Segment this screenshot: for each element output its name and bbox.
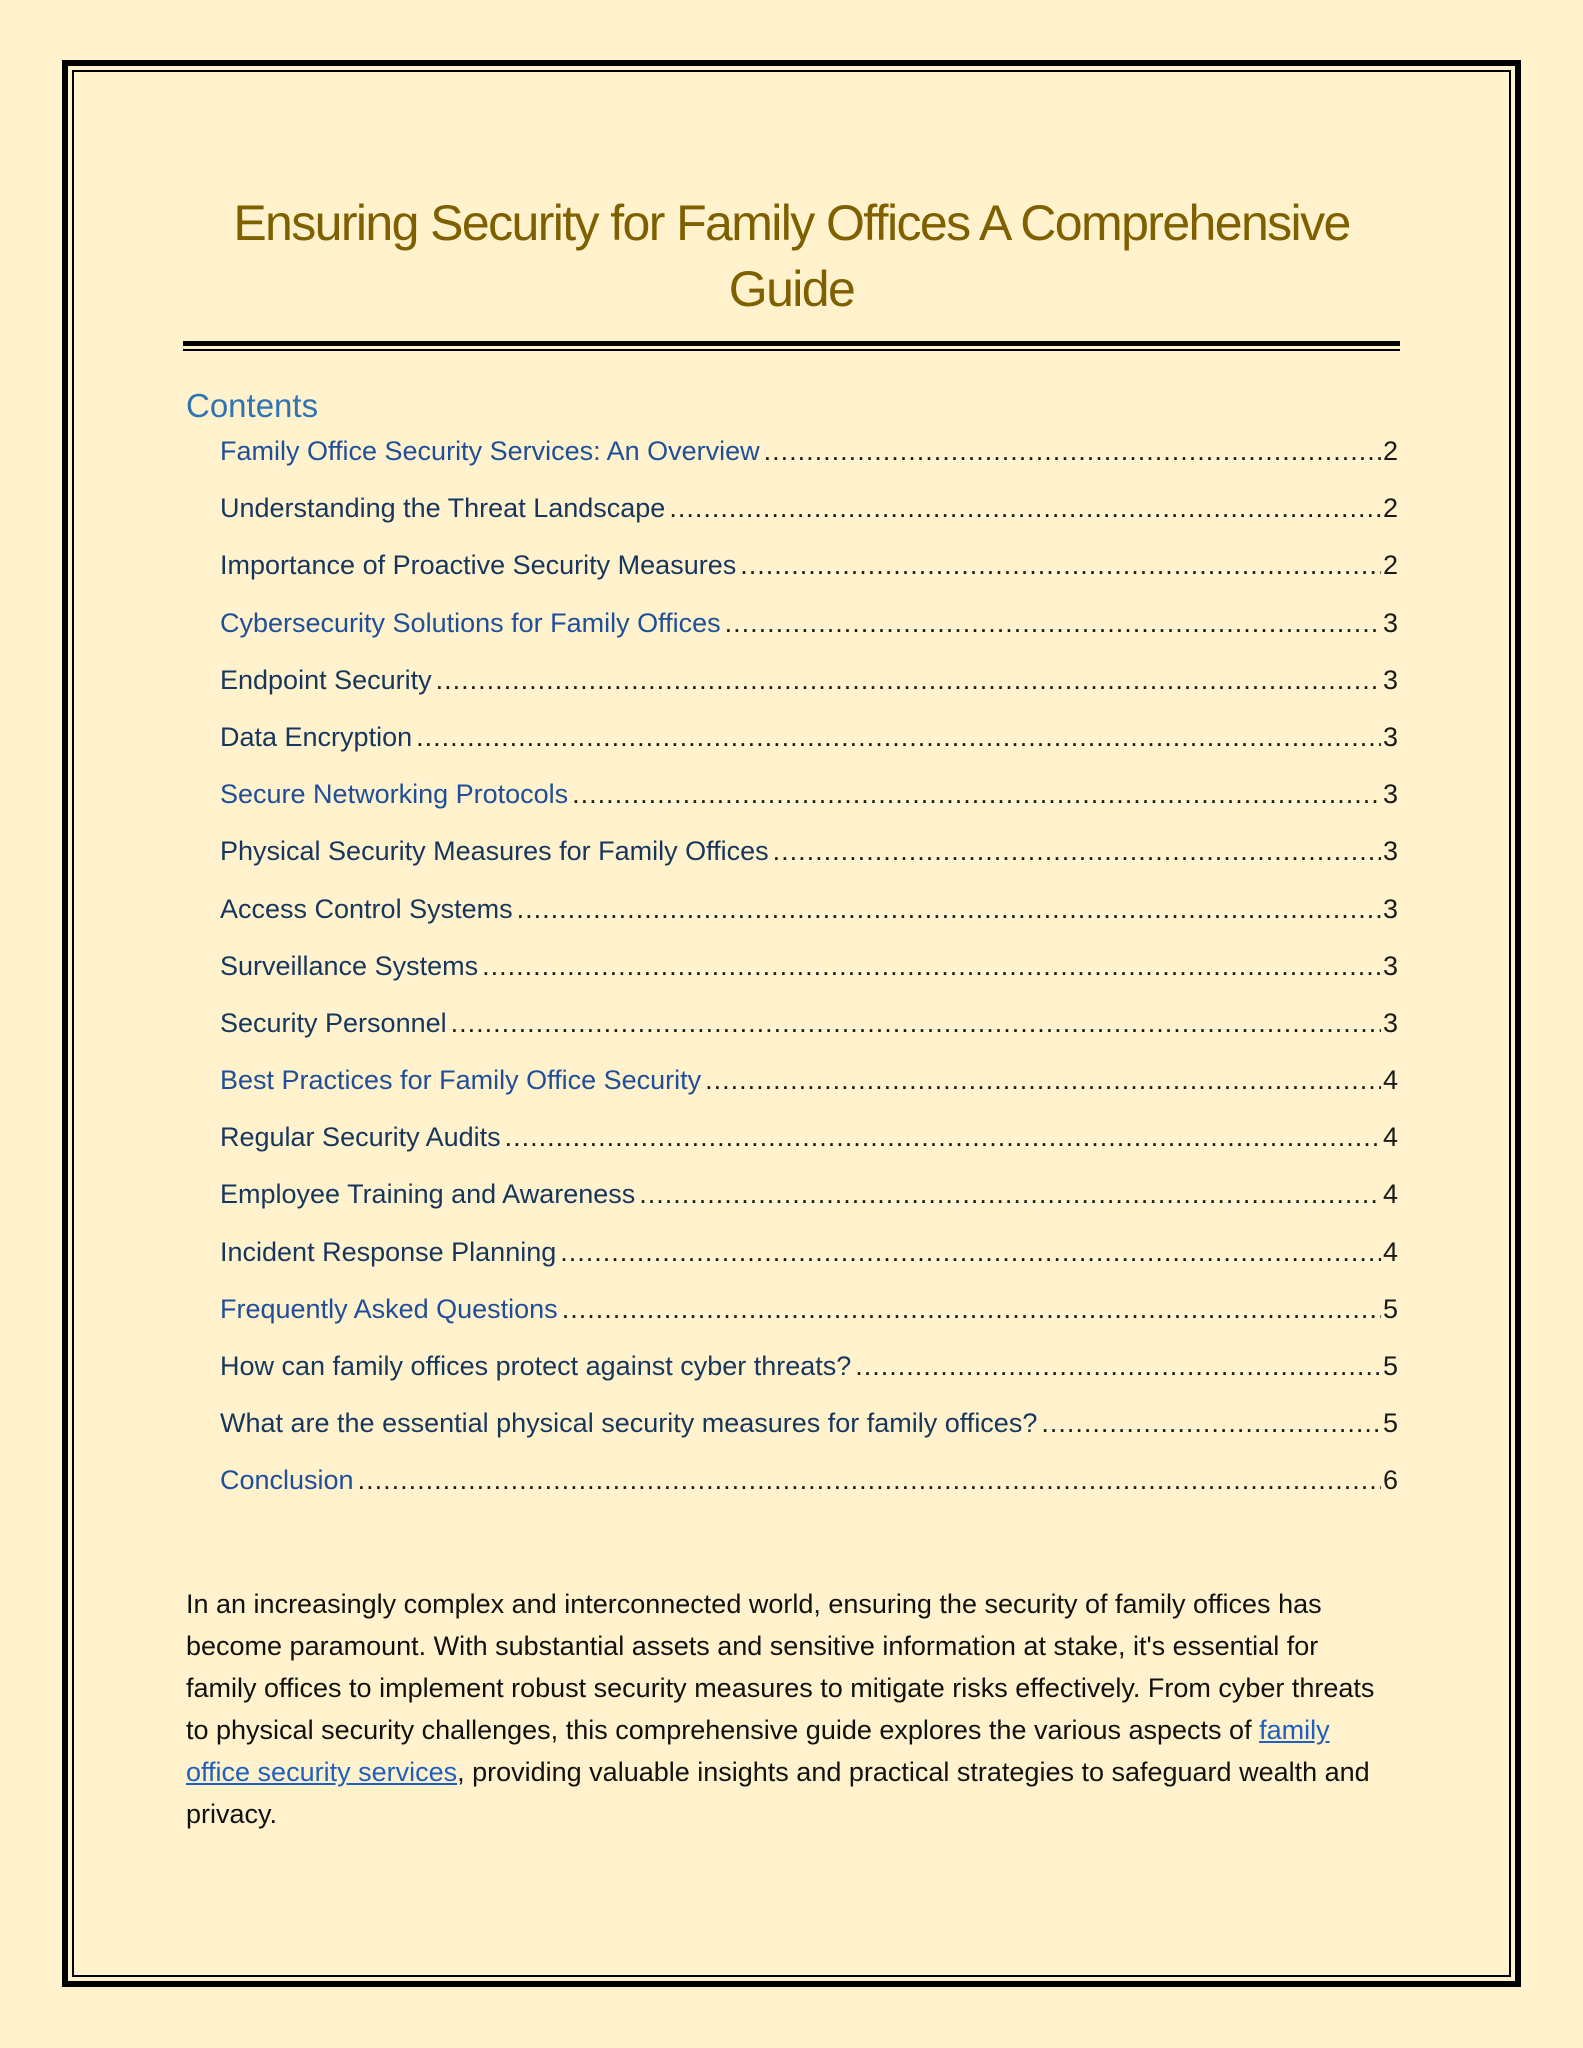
toc-entry[interactable] — [220, 436, 1398, 493]
toc-page-number: 3 — [1382, 950, 1398, 981]
toc-leader-dots — [560, 1237, 1381, 1268]
toc-entry-label[interactable]: Data Encryption — [220, 721, 413, 752]
toc-leader-dots — [725, 608, 1381, 639]
toc-page-number: 2 — [1382, 550, 1398, 581]
toc-entry-label[interactable]: Frequently Asked Questions — [220, 1293, 558, 1324]
toc-entry[interactable] — [220, 1237, 1398, 1294]
toc-leader-dots — [705, 1065, 1381, 1096]
toc-entry-label[interactable]: Security Personnel — [220, 1007, 447, 1038]
toc-page-number: 5 — [1382, 1351, 1398, 1381]
toc-leader-dots — [517, 894, 1381, 925]
toc-page-number: 2 — [1382, 436, 1398, 466]
toc-entry-label[interactable]: Importance of Proactive Security Measures — [220, 550, 737, 581]
title-underline-thick — [183, 341, 1400, 346]
toc-page-number: 2 — [1382, 493, 1398, 524]
toc-leader-dots — [358, 1465, 1381, 1496]
toc-entry[interactable] — [220, 608, 1398, 665]
toc-leader-dots — [669, 493, 1381, 524]
toc-entry[interactable] — [220, 493, 1398, 550]
toc-entry-label[interactable]: Regular Security Audits — [220, 1122, 501, 1153]
toc-entry[interactable] — [220, 836, 1398, 893]
toc-leader-dots — [562, 1294, 1381, 1325]
document-title: Ensuring Security for Family Offices A Comprehensive Guide — [233, 195, 1350, 317]
toc-entry[interactable] — [220, 1122, 1398, 1179]
toc-leader-dots — [436, 665, 1381, 696]
toc-leader-dots — [740, 550, 1381, 581]
toc-entry-label[interactable]: What are the essential physical security measures for family offices? — [220, 1408, 1038, 1439]
toc-page-number: 4 — [1382, 1179, 1398, 1210]
toc-entry[interactable] — [220, 665, 1398, 722]
toc-entry[interactable] — [220, 1351, 1398, 1408]
intro-text-continued: , providing valuable insights and practical strategies to safeguard wealth and privacy. — [186, 1757, 1370, 1829]
toc-page-number: 3 — [1382, 779, 1398, 810]
toc-entry[interactable] — [220, 1294, 1398, 1351]
toc-leader-dots — [572, 779, 1381, 810]
toc-entry-label[interactable]: Employee Training and Awareness — [220, 1179, 636, 1210]
toc-leader-dots — [505, 1122, 1381, 1153]
toc-page-number: 3 — [1382, 893, 1398, 924]
toc-leader-dots — [416, 722, 1381, 753]
toc-leader-dots — [639, 1179, 1381, 1210]
intro-text: In an increasingly complex and interconnected world, ensuring the security of family offices has become paramount. With substantial assets and sensitive information at stake, it's essential for family offices to implement robust security measures to mitigate risks effectively. From cyber threats to physical security challenges, this comprehensive guide explores the various aspects of — [186, 1589, 1375, 1745]
toc-entry[interactable] — [220, 894, 1398, 951]
family-office-security-services-link[interactable]: family office security services — [186, 1715, 1330, 1787]
toc-entry-label[interactable]: Incident Response Planning — [220, 1236, 557, 1267]
toc-page-number: 3 — [1382, 1007, 1398, 1038]
toc-page-number: 6 — [1382, 1465, 1398, 1496]
toc-page-number: 4 — [1382, 1236, 1398, 1267]
toc-entry-label[interactable]: Surveillance Systems — [220, 950, 479, 981]
toc-page-number: 5 — [1382, 1408, 1398, 1439]
toc-entry[interactable] — [220, 951, 1398, 1008]
title-underline-thin — [183, 349, 1400, 351]
toc-entry-label[interactable]: Family Office Security Services: An Overview — [220, 436, 760, 466]
toc-page-number: 5 — [1382, 1293, 1398, 1324]
toc-entry[interactable] — [220, 722, 1398, 779]
toc-leader-dots — [451, 1008, 1381, 1039]
toc-entry-label[interactable]: Understanding the Threat Landscape — [220, 493, 666, 524]
toc-entry-label[interactable]: Physical Security Measures for Family Offices — [220, 836, 769, 867]
toc-entry[interactable] — [220, 550, 1398, 607]
toc-entry-label[interactable]: Access Control Systems — [220, 893, 513, 924]
toc-leader-dots — [764, 436, 1381, 467]
toc-leader-dots — [482, 951, 1381, 982]
toc-entry[interactable] — [220, 1179, 1398, 1236]
toc-page-number: 3 — [1382, 721, 1398, 752]
toc-page-number: 3 — [1382, 607, 1398, 638]
intro-paragraph — [186, 1583, 1396, 1835]
toc-leader-dots — [1041, 1408, 1381, 1439]
toc-leader-dots — [855, 1351, 1381, 1382]
toc-page-number: 3 — [1382, 664, 1398, 695]
toc-entry-label[interactable]: Best Practices for Family Office Security — [220, 1065, 702, 1096]
toc-entry[interactable] — [220, 1008, 1398, 1065]
table-of-contents — [220, 436, 1398, 1523]
contents-heading: Contents — [186, 387, 319, 424]
toc-entry[interactable] — [220, 779, 1398, 836]
toc-entry-label[interactable]: Endpoint Security — [220, 664, 432, 695]
toc-page-number: 4 — [1382, 1065, 1398, 1096]
toc-entry-label[interactable]: How can family offices protect against cyber threats? — [220, 1351, 852, 1381]
toc-entry[interactable] — [220, 1408, 1398, 1465]
toc-page-number: 4 — [1382, 1122, 1398, 1153]
toc-entry-label[interactable]: Cybersecurity Solutions for Family Offices — [220, 607, 721, 638]
toc-entry-label[interactable]: Secure Networking Protocols — [220, 779, 569, 810]
toc-entry-label[interactable]: Conclusion — [220, 1465, 354, 1496]
toc-entry[interactable] — [220, 1465, 1398, 1522]
toc-entry[interactable] — [220, 1065, 1398, 1122]
toc-page-number: 3 — [1382, 836, 1398, 867]
toc-leader-dots — [773, 836, 1381, 867]
